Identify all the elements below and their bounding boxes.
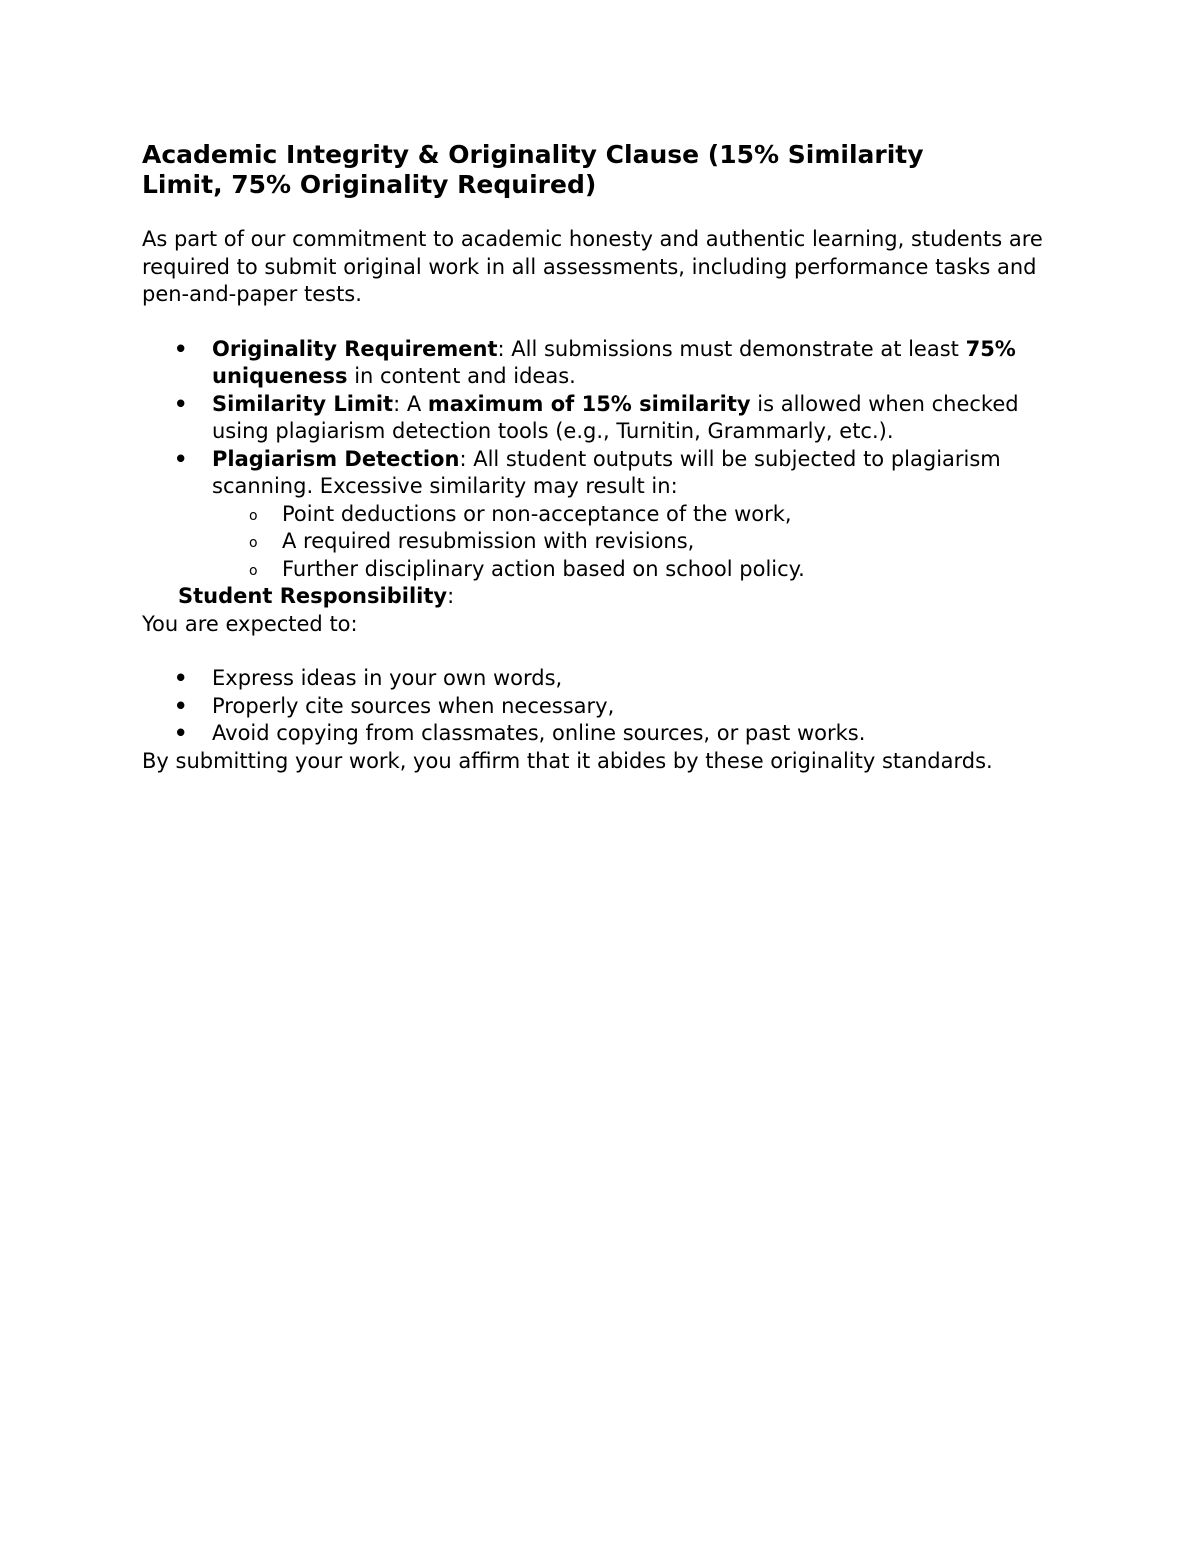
responsibility-list: [142, 665, 1072, 748]
consequence-list: [212, 501, 1072, 584]
policy-term: Plagiarism Detection: [212, 446, 460, 471]
circle-bullet-icon: o: [249, 535, 258, 551]
policy-text: A: [406, 391, 428, 416]
responsibility-heading: [142, 583, 1072, 611]
policy-term: Similarity Limit: [212, 391, 394, 416]
policy-text: All student outputs will be subjected to plagiarism scanning. Excessive similarity may result in:: [212, 446, 1001, 498]
consequence-item: [249, 528, 1072, 556]
consequence-text: Point deductions or non-acceptance of the work,: [282, 501, 792, 526]
circle-bullet-icon: o: [249, 562, 258, 579]
responsibility-item: • Avoid copying from classmates, online sources, or past works.: [212, 720, 1072, 748]
policy-item-plagiarism: [212, 446, 1072, 584]
policy-colon: :: [393, 391, 407, 416]
policy-text: All submissions must demonstrate at least: [511, 336, 966, 361]
consequence-text: A required resubmission with revisions,: [282, 529, 695, 553]
policy-emphasis: 75% uniqueness: [212, 336, 1016, 388]
intro-paragraph: As part of our commitment to academic honesty and authentic learning, students are required to submit original work in all assessments, including performance tasks and pen-and-paper tests.: [142, 227, 1043, 306]
consequence-text: Further disciplinary action based on school policy.: [282, 556, 805, 581]
policy-emphasis: maximum of 15% similarity: [427, 391, 751, 416]
closing-paragraph: By submitting your work, you affirm that it abides by these originality standards.: [142, 748, 993, 773]
policy-item-similarity: [212, 391, 1072, 446]
policy-list: [142, 336, 1072, 584]
policy-text: in content and ideas.: [347, 364, 576, 388]
responsibility-item: • Properly cite sources when necessary,: [212, 693, 1072, 721]
consequence-item: [249, 501, 1072, 529]
policy-colon: :: [459, 446, 474, 471]
policy-colon: :: [497, 336, 512, 361]
document-title: Academic Integrity & Originality Clause (15% Similarity Limit, 75% Originality Required): [142, 140, 924, 199]
policy-item-originality: [212, 336, 1072, 391]
policy-text: is allowed when checked using plagiarism detection tools (e.g., Turnitin, Grammarly, etc.).: [212, 391, 1019, 443]
responsibility-heading-text: Student Responsibility: [178, 584, 448, 608]
document-page: [142, 140, 1072, 775]
policy-term: Originality Requirement: [212, 336, 498, 361]
responsibility-intro: You are expected to:: [142, 611, 358, 636]
responsibility-colon: :: [447, 584, 455, 608]
responsibility-item: • Express ideas in your own words,: [212, 665, 1072, 693]
consequence-item: [249, 556, 1072, 584]
circle-bullet-icon: o: [249, 507, 258, 524]
